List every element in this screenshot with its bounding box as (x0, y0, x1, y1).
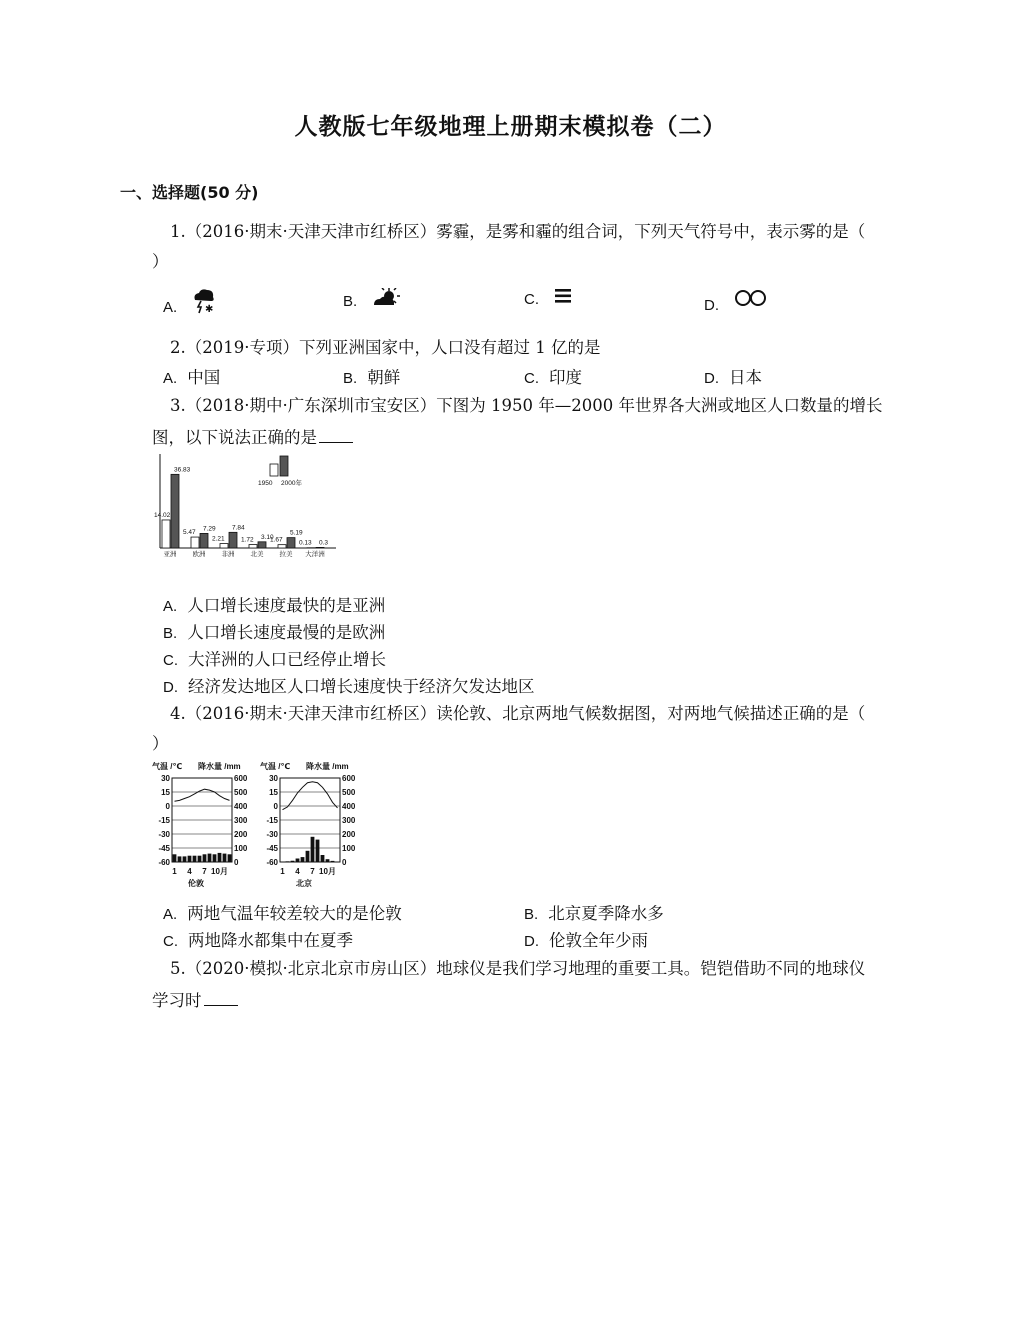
sun-cloud-icon (372, 288, 402, 308)
precip-tick: 500 (234, 788, 248, 797)
value-label: 0.3 (319, 539, 329, 547)
bar-1950-拉美 (278, 545, 286, 548)
q1-option-b[interactable] (343, 288, 402, 310)
option-text: 两地气温年较差较大的是伦敦 (187, 904, 402, 923)
category-label: 北美 (250, 551, 264, 558)
value-label: 1.67 (270, 536, 283, 544)
option-text: 伦敦全年少雨 (549, 931, 648, 950)
precip-tick: 600 (234, 774, 248, 783)
bar-2000年-非洲 (229, 532, 237, 548)
value-label: 1.72 (241, 536, 254, 544)
question-4-text: 4.（2016·期末·天津天津市红桥区）读伦敦、北京两地气候数据图，对两地气候描述正确的是（ (170, 704, 866, 723)
population-growth-chart (150, 450, 340, 560)
precip-tick: 500 (342, 788, 356, 797)
value-label: 7.29 (203, 525, 216, 533)
section-heading: 一、选择题(50 分) (120, 183, 259, 202)
temperature-line (283, 782, 338, 810)
precip-bar-month-4 (296, 859, 300, 863)
value-label: 0.13 (299, 539, 312, 547)
bar-1950-非洲 (220, 544, 228, 548)
option-label: B. (163, 625, 178, 642)
question-5-stem-end: 学习时 (152, 991, 202, 1010)
option-text: 经济发达地区人口增长速度快于经济欠发达地区 (188, 677, 535, 696)
legend-swatch-2000 (280, 456, 288, 476)
precip-bar-month-11 (223, 854, 227, 862)
bar-1950-北美 (249, 545, 257, 548)
month-tick: 4 (187, 867, 192, 876)
bar-2000年-北美 (258, 542, 266, 548)
q1-option-d[interactable] (704, 288, 768, 314)
month-tick: 10月 (319, 867, 336, 876)
precip-tick: 200 (342, 830, 356, 839)
month-tick: 7 (310, 867, 315, 876)
option-text: 大洋洲的人口已经停止增长 (188, 650, 386, 669)
city-label: 北京 (296, 879, 312, 888)
temp-tick: -30 (158, 830, 170, 839)
precip-bar-month-7 (203, 854, 207, 862)
q1-option-c[interactable] (524, 288, 572, 308)
precip-tick: 300 (342, 816, 356, 825)
precip-tick: 200 (234, 830, 248, 839)
q4-option-d[interactable] (524, 927, 648, 951)
option-label: A. (163, 598, 178, 615)
q4-option-c[interactable] (163, 927, 353, 951)
temp-tick: -45 (266, 844, 278, 853)
option-label: D. (704, 297, 719, 314)
question-3-text-end (152, 424, 353, 448)
q3-option-b[interactable] (163, 619, 385, 643)
category-label: 大洋洲 (305, 551, 325, 558)
bar-2000年-亚洲 (171, 474, 179, 548)
month-tick: 4 (295, 867, 300, 876)
thunder-snow-icon (192, 288, 216, 314)
precip-bar-month-3 (183, 856, 187, 862)
option-text: 朝鲜 (367, 368, 401, 387)
option-text: 两地降水都集中在夏季 (188, 931, 353, 950)
precip-bar-month-3 (291, 861, 295, 862)
bar-2000年-欧洲 (200, 533, 208, 548)
value-label: 5.19 (290, 529, 303, 537)
bar-1950-亚洲 (162, 520, 170, 548)
bar-2000年-拉美 (287, 538, 295, 548)
precip-tick: 400 (342, 802, 356, 811)
value-label: 2.21 (212, 535, 225, 543)
precip-bar-month-8 (316, 840, 320, 862)
option-text: 人口增长速度最慢的是欧洲 (187, 623, 386, 642)
q2-option-a[interactable] (163, 364, 220, 388)
question-2-text: 2.（2019·专项）下列亚洲国家中，人口没有超过 1 亿的是 (170, 338, 601, 357)
question-5-text: 5.（2020·模拟·北京北京市房山区）地球仪是我们学习地理的重要工具。铠铠借助不同的地球仪 (170, 959, 866, 978)
temp-tick: 0 (165, 802, 170, 811)
haze-icon (734, 288, 768, 308)
option-text: 日本 (729, 368, 762, 387)
precip-bar-month-2 (178, 856, 182, 862)
precip-tick: 600 (342, 774, 356, 783)
option-label: C. (163, 933, 178, 950)
temp-axis-title: 气温 /℃ (152, 762, 183, 771)
city-label: 伦敦 (188, 879, 204, 888)
precip-bar-month-8 (208, 854, 212, 862)
q4-option-b[interactable] (524, 900, 664, 924)
precip-tick: 400 (234, 802, 248, 811)
precip-bar-month-1 (173, 854, 177, 862)
option-label: B. (343, 370, 358, 387)
option-label: D. (524, 933, 539, 950)
precip-axis-title: 降水量 /mm (306, 762, 349, 771)
q2-option-c[interactable] (524, 364, 582, 388)
option-text: 北京夏季降水多 (548, 904, 664, 923)
option-text: 中国 (187, 368, 221, 387)
option-label: B. (343, 293, 358, 310)
question-3-text: 3.（2018·期中·广东深圳市宝安区）下图为 1950 年—2000 年世界各大洲或地区人口数量的增长 (170, 396, 883, 415)
bar-1950-欧洲 (191, 537, 199, 548)
category-label: 非洲 (221, 551, 235, 558)
legend-swatch-1950 (270, 464, 278, 476)
category-label: 欧洲 (192, 551, 206, 558)
question-1-text-end: ） (152, 252, 169, 271)
temp-tick: 0 (273, 802, 278, 811)
value-label: 3.10 (261, 533, 274, 541)
precip-bar-month-5 (301, 857, 305, 862)
answer-blank (319, 441, 353, 443)
answer-blank (204, 1004, 238, 1006)
value-label: 36.83 (174, 466, 191, 474)
month-tick: 1 (280, 867, 285, 876)
precip-bar-month-6 (198, 856, 202, 862)
fog-icon (554, 288, 572, 304)
category-label: 亚洲 (163, 551, 177, 558)
precip-tick: 300 (234, 816, 248, 825)
category-label: 拉美 (279, 551, 293, 558)
temp-tick: 15 (269, 788, 278, 797)
month-tick: 1 (172, 867, 177, 876)
precip-bar-month-5 (193, 856, 197, 862)
temp-axis-title: 气温 /℃ (260, 762, 291, 771)
legend-label-1950: 1950 (258, 480, 273, 487)
precip-bar-month-9 (213, 854, 217, 862)
option-label: B. (524, 906, 539, 923)
question-4-text-end: ） (152, 734, 169, 753)
option-label: A. (163, 906, 178, 923)
precip-bar-month-6 (306, 851, 310, 862)
precip-tick: 100 (342, 844, 356, 853)
temp-tick: 15 (161, 788, 170, 797)
precip-tick: 0 (234, 858, 239, 867)
precip-bar-month-9 (321, 855, 325, 862)
temp-tick: -60 (266, 858, 278, 867)
precip-bar-month-10 (218, 853, 222, 862)
climate-charts (150, 758, 370, 890)
precip-axis-title: 降水量 /mm (198, 762, 241, 771)
temp-tick: 30 (269, 774, 278, 783)
month-tick: 10月 (211, 867, 228, 876)
option-label: C. (524, 291, 539, 308)
question-1-text: 1.（2016·期末·天津天津市红桥区）雾霾，是雾和霾的组合词，下列天气符号中，表示雾的是（ (170, 222, 866, 241)
precip-bar-month-2 (286, 861, 290, 862)
precip-tick: 0 (342, 858, 347, 867)
option-label: A. (163, 370, 178, 387)
q2-option-b[interactable] (343, 364, 400, 388)
bar-2000年-大洋洲 (316, 547, 324, 548)
option-label: D. (704, 370, 719, 387)
temp-tick: -45 (158, 844, 170, 853)
precip-tick: 100 (234, 844, 248, 853)
option-label: A. (163, 299, 178, 316)
page-title: 人教版七年级地理上册期末模拟卷（二） (294, 113, 727, 140)
temperature-line (175, 789, 230, 801)
temp-tick: 30 (161, 774, 170, 783)
precip-bar-month-4 (188, 856, 192, 862)
q3-option-d[interactable] (163, 673, 535, 697)
temp-tick: -15 (158, 816, 170, 825)
option-label: C. (524, 370, 539, 387)
value-label: 5.47 (183, 529, 196, 537)
temp-tick: -15 (266, 816, 278, 825)
legend-label-2000: 2000年 (281, 480, 302, 487)
question-5-text-end (152, 987, 238, 1011)
option-label: C. (163, 652, 178, 669)
q2-option-d[interactable] (704, 364, 762, 388)
temp-tick: -60 (158, 858, 170, 867)
temp-tick: -30 (266, 830, 278, 839)
precip-bar-month-10 (326, 859, 330, 862)
option-label: D. (163, 679, 178, 696)
option-text: 印度 (549, 368, 582, 387)
month-tick: 7 (202, 867, 207, 876)
q1-option-a[interactable] (163, 288, 216, 316)
precip-bar-month-11 (331, 861, 335, 862)
question-3-stem-end: 图，以下说法正确的是 (152, 428, 317, 447)
value-label: 14.02 (154, 511, 171, 519)
q3-option-c[interactable] (163, 646, 386, 670)
precip-bar-month-7 (311, 837, 315, 862)
option-text: 人口增长速度最快的是亚洲 (187, 596, 386, 615)
precip-bar-month-12 (228, 854, 232, 862)
value-label: 7.84 (232, 524, 245, 532)
q4-option-a[interactable] (163, 900, 402, 924)
q3-option-a[interactable] (163, 592, 385, 616)
svg-text:✱: ✱ (205, 304, 214, 314)
